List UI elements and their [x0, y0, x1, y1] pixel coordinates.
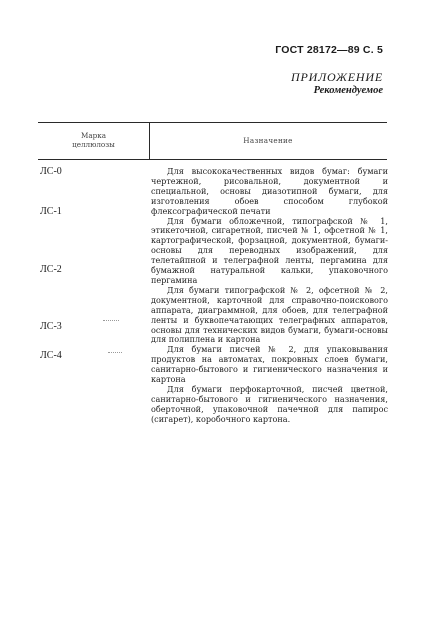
- appendix-subtitle: Рекомендуемое: [313, 85, 383, 96]
- appendix-block: [291, 70, 383, 97]
- scan-smudge: [103, 320, 119, 323]
- table-body: [151, 167, 388, 425]
- column-header-mark: Марка целлюлозы: [72, 131, 115, 149]
- scan-smudge: [108, 352, 122, 355]
- row-purpose: Для высококачественных видов бумаг: бумаги чертежной, рисовальной, документной и специальной, основы диазотипной бумаги, для изготовления обоев способом глубокой флексографической печати: [151, 166, 388, 216]
- document-reference: ГОСТ 28172—89 С. 5: [275, 44, 383, 56]
- row-purpose: Для бумаги обложечной, типографской № 1, этикеточной, сигаретной, писчей № 1, офсетной № 1, картографической, форзацной, документной, бумаги-основы для переводных изображений, для телетайпной и телеграфной ленты, пергамина для бумажной натуральной кальки, упаковочного пергамина: [151, 215, 388, 285]
- column-header-purpose: Назначение: [243, 136, 293, 145]
- row-purpose: Для бумаги перфокарточной, писчей цветной, санитарно-бытового и гигиенического назначения, оберточной, упаковочной пачечной для папирос (сигарет), коробочного картона.: [151, 383, 388, 424]
- row-purpose: Для бумаги типографской № 2, офсетной № 2, документной, карточной для справочно-поискового аппарата, диаграммной, для обоев, для телеграфной ленты и буквопечатающих телеграфных аппаратов, основы для технических видов бумаги, бумаги-основы для полиплена и картона: [151, 284, 388, 345]
- row-mark: ЛС-4: [40, 350, 62, 361]
- row-mark: ЛС-3: [40, 321, 62, 332]
- table-header: [38, 122, 387, 160]
- row-purpose: Для бумаги писчей № 2, для упаковывания продуктов на автоматах, покровных слоев бумаги, санитарно-бытового и гигиенического назначения и картона: [151, 344, 388, 385]
- row-mark: ЛС-0: [40, 166, 62, 177]
- row-mark: ЛС-1: [40, 206, 62, 217]
- appendix-title: ПРИЛОЖЕНИЕ: [291, 70, 383, 84]
- row-mark: ЛС-2: [40, 264, 62, 275]
